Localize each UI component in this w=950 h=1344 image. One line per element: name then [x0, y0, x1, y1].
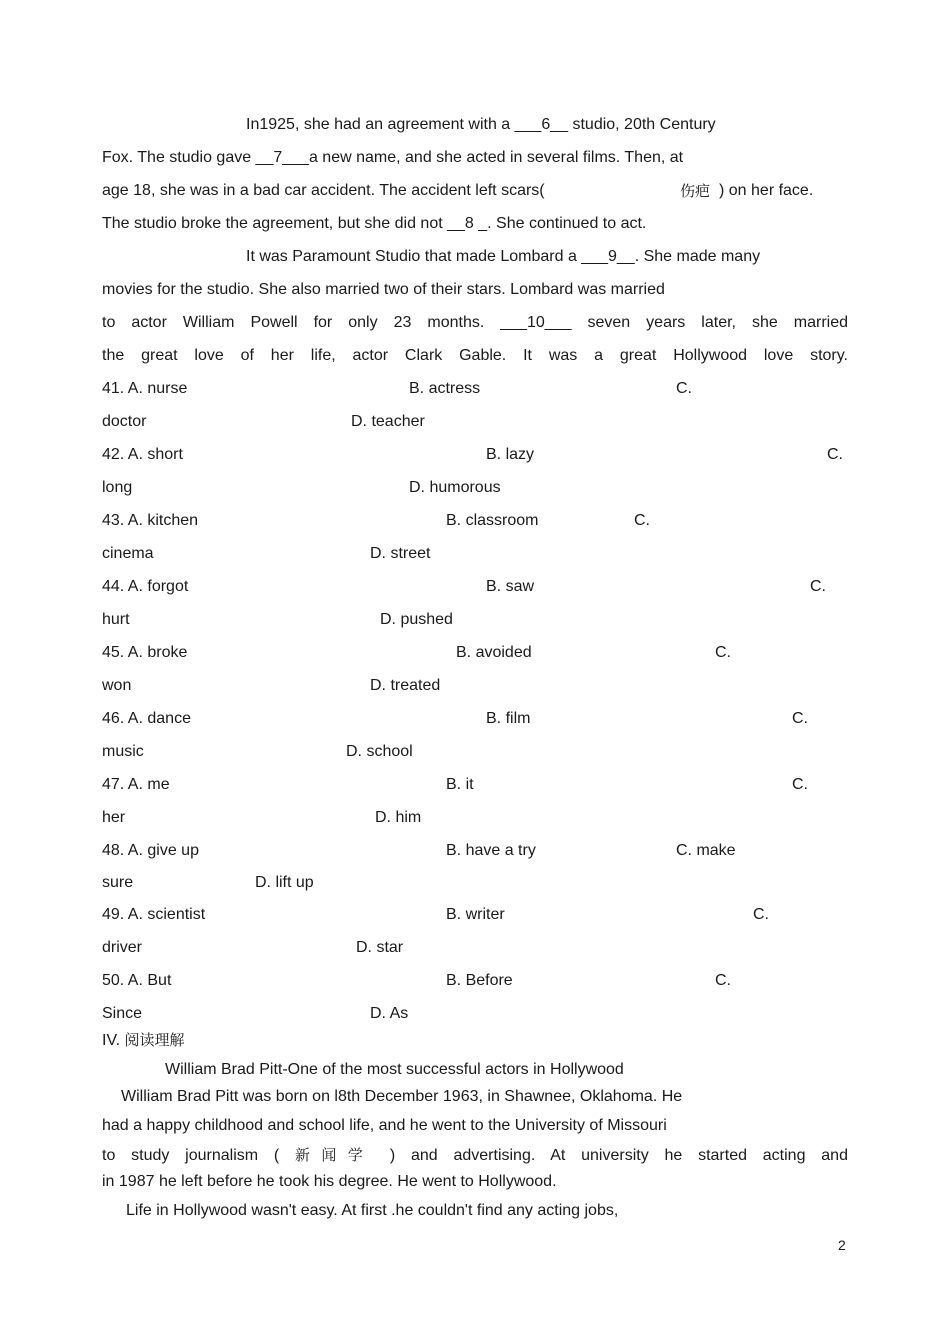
reading-line-5: Life in Hollywood wasn't easy. At first .he couldn't find any acting jobs,	[126, 1202, 619, 1219]
cloze-line-3-c: ) on her face.	[719, 182, 814, 199]
reading-line-4: in 1987 he left before he took his degree. He went to Hollywood.	[102, 1173, 557, 1190]
reading-gloss-journalism: 新闻学	[295, 1146, 375, 1164]
question-46-b: B. film	[486, 710, 531, 727]
question-48-d: D. lift up	[255, 874, 314, 891]
question-49-c: C.	[753, 906, 769, 923]
question-48-b: B. have a try	[446, 842, 536, 859]
cloze-line-3-a: age 18, she was in a bad car accident. The accident left scars(	[102, 182, 545, 199]
question-41-c-text: doctor	[102, 413, 147, 430]
question-50-d: D. As	[370, 1005, 409, 1022]
question-45-c: C.	[715, 644, 731, 661]
question-43-d: D. street	[370, 545, 431, 562]
question-41-d: D. teacher	[351, 413, 425, 430]
reading-title: William Brad Pitt-One of the most successful actors in Hollywood	[165, 1061, 624, 1078]
question-45-a: 45. A. broke	[102, 644, 188, 661]
question-43-a: 43. A. kitchen	[102, 512, 199, 529]
question-45-b: B. avoided	[456, 644, 532, 661]
cloze-line-1: In1925, she had an agreement with a ___6__ studio, 20th Century	[246, 116, 716, 133]
section-heading-cn: 阅读理解	[124, 1031, 185, 1049]
question-47-c-text: her	[102, 809, 126, 826]
question-49-b: B. writer	[446, 906, 505, 923]
section-heading-num: IV.	[102, 1032, 121, 1049]
question-42-d: D. humorous	[409, 479, 501, 496]
cloze-line-5: It was Paramount Studio that made Lombard a ___9__. She made many	[246, 248, 761, 265]
cloze-line-8: the great love of her life, actor Clark Gable. It was a great Hollywood love story.	[102, 347, 848, 364]
cloze-line-4: The studio broke the agreement, but she did not __8 _. She continued to act.	[102, 215, 647, 232]
cloze-line-6: movies for the studio. She also married two of their stars. Lombard was married	[102, 281, 665, 298]
question-49-c-text: driver	[102, 939, 143, 956]
question-50-c-text: Since	[102, 1005, 143, 1022]
reading-line-3-a: to study journalism (	[102, 1147, 280, 1164]
reading-line-3-c: ) and advertising. At university he started acting and	[389, 1147, 848, 1164]
question-48-c-text: sure	[102, 874, 134, 891]
cloze-line-2: Fox. The studio gave __7___a new name, and she acted in several films. Then, at	[102, 149, 684, 166]
question-44-c-text: hurt	[102, 611, 130, 628]
question-50-a: 50. A. But	[102, 972, 172, 989]
question-48-c: C. make	[676, 842, 736, 859]
question-47-b: B. it	[446, 776, 474, 793]
reading-line-3	[102, 1145, 848, 1166]
question-48-a: 48. A. give up	[102, 842, 199, 859]
question-41-c: C.	[676, 380, 692, 397]
page-number: 2	[838, 1237, 846, 1253]
question-50-b: B. Before	[446, 972, 513, 989]
question-46-d: D. school	[346, 743, 413, 760]
question-44-d: D. pushed	[380, 611, 453, 628]
question-43-c-text: cinema	[102, 545, 154, 562]
question-42-c-text: long	[102, 479, 133, 496]
question-47-a: 47. A. me	[102, 776, 170, 793]
question-44-b: B. saw	[486, 578, 535, 595]
question-49-d: D. star	[356, 939, 404, 956]
question-46-c: C.	[792, 710, 808, 727]
question-41-a: 41. A. nurse	[102, 380, 188, 397]
question-42-b: B. lazy	[486, 446, 535, 463]
question-41-b: B. actress	[409, 380, 481, 397]
question-46-a: 46. A. dance	[102, 710, 191, 727]
question-47-d: D. him	[375, 809, 422, 826]
reading-line-1: William Brad Pitt was born on l8th December 1963, in Shawnee, Oklahoma. He	[121, 1088, 683, 1105]
cloze-gloss-scars: 伤疤	[680, 182, 711, 200]
question-44-c: C.	[810, 578, 826, 595]
question-46-c-text: music	[102, 743, 144, 760]
cloze-line-7: to actor William Powell for only 23 months. ___10___ seven years later, she married	[102, 314, 848, 331]
question-49-a: 49. A. scientist	[102, 906, 206, 923]
question-42-c: C.	[827, 446, 843, 463]
question-50-c: C.	[715, 972, 731, 989]
section-heading	[102, 1030, 185, 1051]
question-47-c: C.	[792, 776, 808, 793]
question-43-b: B. classroom	[446, 512, 539, 529]
question-43-c: C.	[634, 512, 650, 529]
question-44-a: 44. A. forgot	[102, 578, 189, 595]
reading-line-2: had a happy childhood and school life, and he went to the University of Missouri	[102, 1117, 667, 1134]
question-42-a: 42. A. short	[102, 446, 183, 463]
question-45-c-text: won	[102, 677, 132, 694]
cloze-line-3	[102, 181, 545, 201]
question-45-d: D. treated	[370, 677, 441, 694]
